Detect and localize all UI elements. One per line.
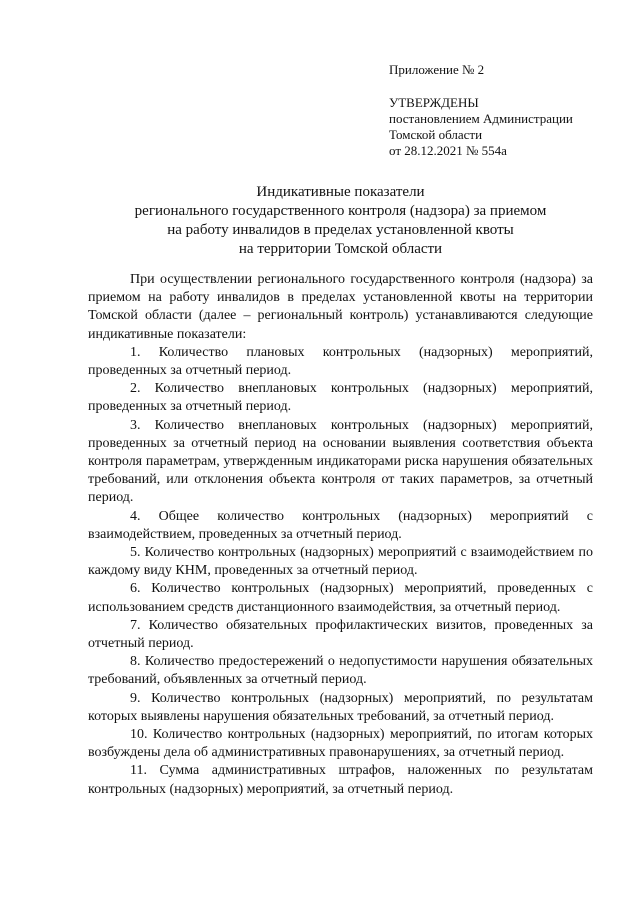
approval-block: [389, 95, 573, 159]
indicator-item: 4. Общее количество контрольных (надзорных) мероприятий с взаимодействием, проведенных за отчетный период.: [88, 508, 593, 542]
title-line: регионального государственного контроля (надзора) за приемом: [134, 203, 547, 219]
title-line: Индикативные показатели: [256, 184, 425, 200]
title-line: на территории Томской области: [238, 241, 443, 257]
indicator-item: 11. Сумма административных штрафов, наложенных по результатам контрольных (надзорных) мероприятий, за отчетный период.: [88, 763, 593, 797]
approval-date-number: от 28.12.2021 № 554а: [389, 143, 507, 158]
approval-line: постановлением Администрации: [389, 111, 573, 126]
indicator-item: 1. Количество плановых контрольных (надзорных) мероприятий, проведенных за отчетный период.: [88, 344, 593, 379]
intro-paragraph: При осуществлении регионального государственного контроля (надзора) за приемом на работу инвалидов в пределах установленной квоты на территории Томской области (далее – региональный контроль) устанавливаются следующие индикативные показатели:: [88, 272, 593, 342]
indicator-item: 10. Количество контрольных (надзорных) мероприятий, по итогам которых возбуждены дела об административных правонарушениях, за отчетный период.: [88, 727, 593, 761]
indicator-item: 6. Количество контрольных (надзорных) мероприятий, проведенных с использованием средств дистанционного взаимодействия, за отчетный период.: [88, 581, 593, 615]
document-body: [88, 271, 593, 799]
indicator-item: 9. Количество контрольных (надзорных) мероприятий, по результатам которых выявлены нарушения обязательных требований, за отчетный период.: [88, 690, 593, 724]
document-title: [88, 183, 593, 259]
appendix-label: Приложение № 2: [389, 62, 485, 77]
indicator-item: 8. Количество предостережений о недопустимости нарушения обязательных требований, объявленных за отчетный период.: [88, 654, 593, 688]
approval-title: УТВЕРЖДЕНЫ: [389, 95, 479, 110]
indicator-item: 7. Количество обязательных профилактических визитов, проведенных за отчетный период.: [88, 617, 593, 652]
title-line: на работу инвалидов в пределах установленной квоты: [167, 222, 514, 238]
indicator-item: 2. Количество внеплановых контрольных (надзорных) мероприятий, проведенных за отчетный период.: [88, 381, 593, 415]
indicator-item: 3. Количество внеплановых контрольных (надзорных) мероприятий, проведенных за отчетный период на основании выявления соответствия объекта контроля параметрам, утвержденным индикаторами риска нарушения обязательных требований, или отклонения объекта контроля от таких параметров, за отчетный период.: [88, 417, 593, 506]
approval-line: Томской области: [389, 127, 483, 142]
indicator-item: 5. Количество контрольных (надзорных) мероприятий с взаимодействием по каждому виду КНМ, проведенных за отчетный период.: [88, 545, 593, 579]
